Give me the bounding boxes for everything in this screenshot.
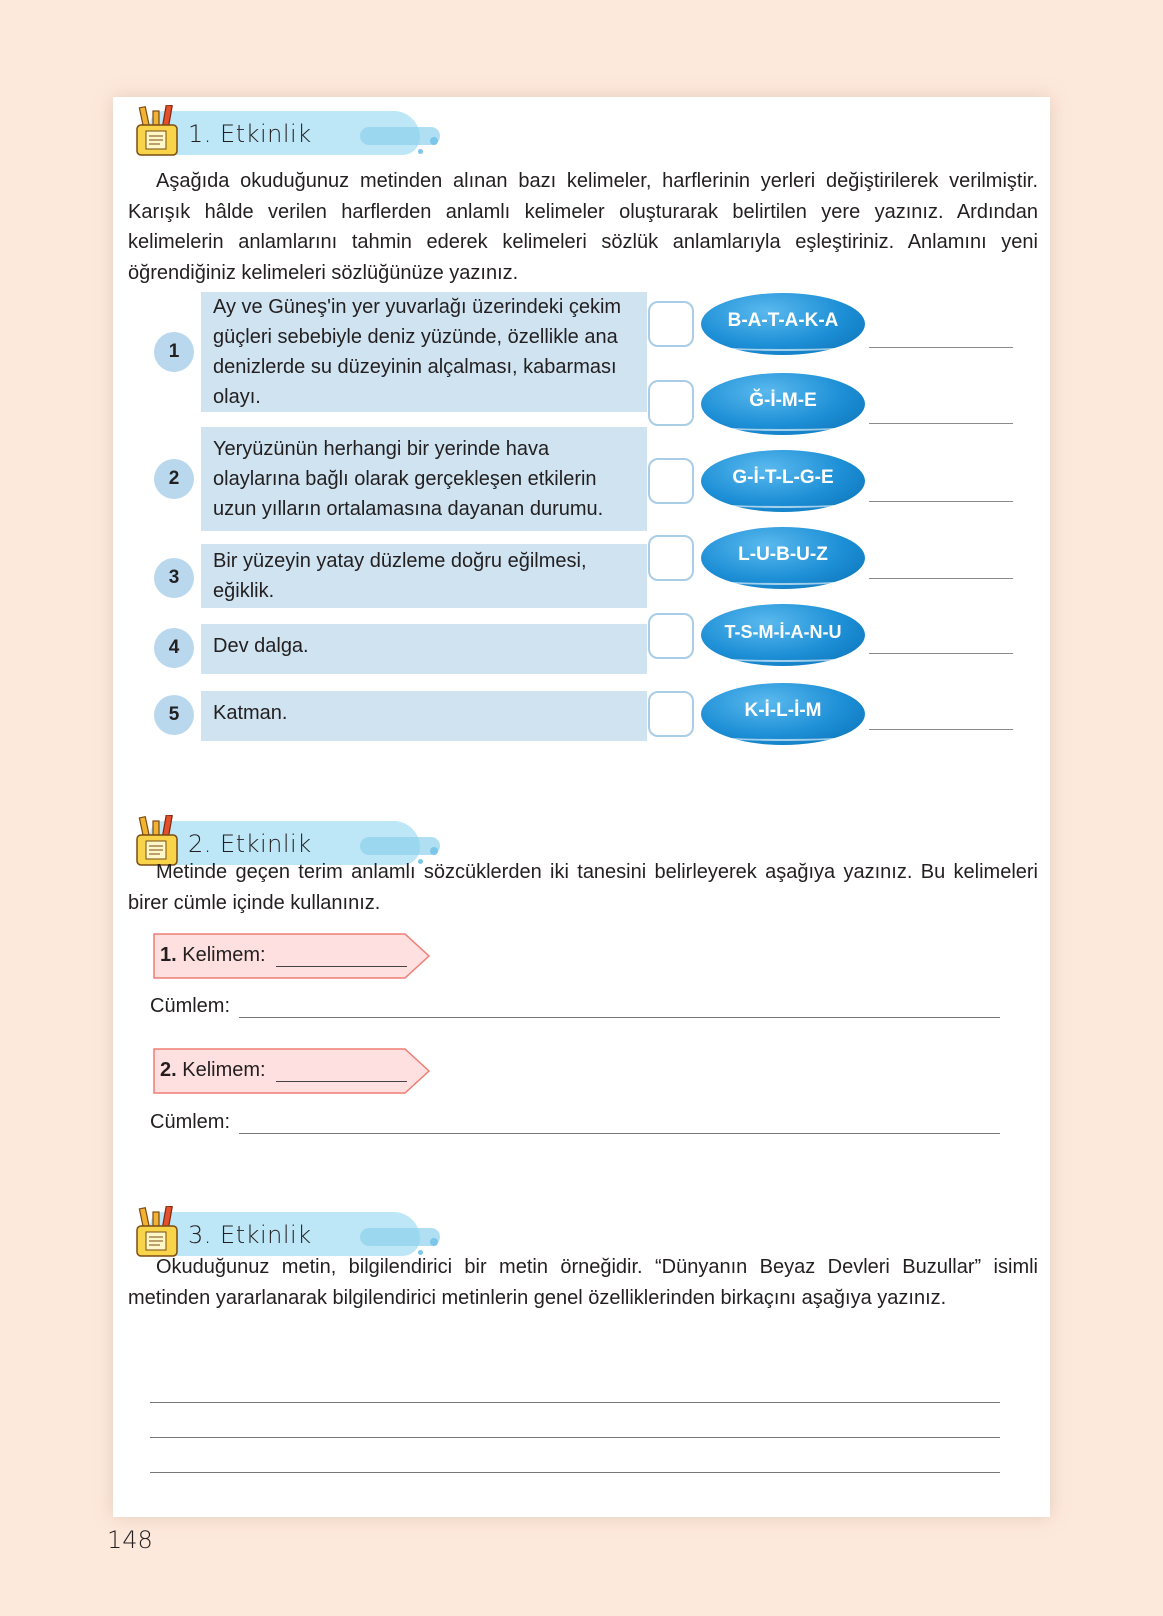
definition-3: Bir yüzeyin yatay düzleme doğru eğilmesi, eğiklik.: [201, 544, 647, 608]
activity-1-heading: [130, 97, 450, 161]
pencil-cup-icon: [134, 1206, 180, 1258]
answer-line-1[interactable]: [869, 347, 1013, 348]
definition-2-number: 2: [154, 459, 194, 499]
sentence-1-line[interactable]: [239, 1017, 1000, 1018]
sentence-1-label: Cümlem:: [150, 995, 231, 1017]
sentence-2-label: Cümlem:: [150, 1111, 231, 1133]
answer-box-6[interactable]: [648, 691, 694, 737]
answer-box-5[interactable]: [648, 613, 694, 659]
definition-4: Dev dalga.: [201, 624, 647, 674]
activity-3-instructions: Okuduğunuz metin, bilgilendirici bir metin örneğidir. “Dünyanın Beyaz Devleri Buzullar” isimli metinden yararlanarak bilgilendirici metinlerin genel özelliklerinden birkaçını aşağıya yazınız.: [128, 1256, 1038, 1309]
answer-line-2[interactable]: [869, 423, 1013, 424]
word-2-input-line[interactable]: [276, 1081, 407, 1082]
answer-line-3[interactable]: [869, 501, 1013, 502]
page-number: 148: [107, 1526, 153, 1554]
definition-4-number: 4: [154, 628, 194, 668]
definition-3-number: 3: [154, 558, 194, 598]
writing-line-1[interactable]: [150, 1402, 1000, 1403]
writing-line-3[interactable]: [150, 1472, 1000, 1473]
activity-1-title: 1. Etkinlik: [188, 120, 312, 148]
activity-1-instructions: Aşağıda okuduğunuz metinden alınan bazı kelimeler, harflerinin yerleri değiştirilerek verilmiştir. Karışık hâlde verilen harflerden anlamlı kelimeler oluşturarak belirtilen yere yazınız. Ardından kelimelerin anlamlarını tahmin ederek kelimeleri sözlük anlamlarıyla eşleştiriniz. Anlamını yeni öğrendiğiniz kelimeleri sözlüğünüze yazınız.: [128, 170, 1038, 284]
word-1-label: Kelimem:: [182, 944, 266, 966]
definition-1: Ay ve Güneş'in yer yuvarlağı üzerindeki çekim güçleri sebebiyle deniz yüzünde, özellikle ana denizlerde su düzeyinin alçalması, kabarması olayı.: [201, 292, 647, 412]
scrambled-word-2: Ğ-İ-M-E: [701, 373, 865, 435]
word-1-number: 1.: [160, 944, 177, 966]
activity-2-title: 2. Etkinlik: [188, 830, 312, 858]
activity-3-title: 3. Etkinlik: [188, 1221, 312, 1249]
answer-line-6[interactable]: [869, 729, 1013, 730]
answer-box-2[interactable]: [648, 380, 694, 426]
answer-box-3[interactable]: [648, 458, 694, 504]
word-1-input-line[interactable]: [276, 966, 407, 967]
word-2-label: Kelimem:: [182, 1059, 266, 1081]
answer-line-4[interactable]: [869, 578, 1013, 579]
definition-5-number: 5: [154, 695, 194, 735]
answer-box-4[interactable]: [648, 535, 694, 581]
scrambled-word-5: T-S-M-İ-A-N-U: [701, 604, 865, 666]
pencil-cup-icon: [134, 105, 180, 157]
answer-box-1[interactable]: [648, 301, 694, 347]
sentence-2-line[interactable]: [239, 1133, 1000, 1134]
worksheet-page: [113, 97, 1050, 1517]
definition-5: Katman.: [201, 691, 647, 741]
scrambled-word-3: G-İ-T-L-G-E: [701, 450, 865, 512]
scrambled-word-6: K-İ-L-İ-M: [701, 683, 865, 745]
writing-line-2[interactable]: [150, 1437, 1000, 1438]
scrambled-word-1: B-A-T-A-K-A: [701, 293, 865, 355]
word-2-number: 2.: [160, 1059, 177, 1081]
scrambled-word-4: L-U-B-U-Z: [701, 527, 865, 589]
definition-1-number: 1: [154, 332, 194, 372]
activity-2-instructions: Metinde geçen terim anlamlı sözcüklerden iki tanesini belirleyerek aşağıya yazınız. Bu kelimeleri birer cümle içinde kullanınız.: [128, 861, 1038, 914]
word-2-box: [153, 1048, 431, 1094]
definition-2: Yeryüzünün herhangi bir yerinde hava olaylarına bağlı olarak gerçekleşen etkilerin uzun yılların ortalamasına dayanan durumu.: [201, 427, 647, 531]
answer-line-5[interactable]: [869, 653, 1013, 654]
word-1-box: [153, 933, 431, 979]
